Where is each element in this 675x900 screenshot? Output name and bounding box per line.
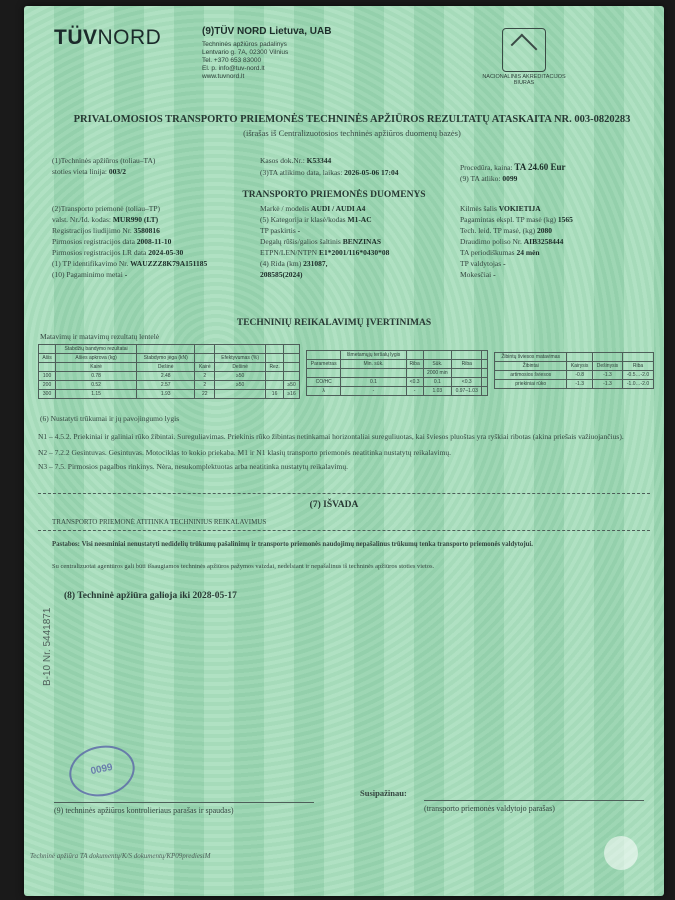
note-line-2: Su centralizuotai agentūros gali būti išsaugiamos techninės apžiūros pažymos vaizdai, nedelsiant ir nepašalinus iš techninės apžiūros stoties vietos.	[52, 563, 435, 570]
table-cell: Stabdymo jėga (kN)	[137, 354, 195, 363]
table-cell: Kairė	[56, 363, 137, 372]
table-cell: Rez.	[266, 363, 284, 372]
emissions-table	[306, 350, 488, 396]
table-cell: Riba	[452, 360, 482, 369]
table-cell: ≥50	[215, 381, 266, 390]
table-row	[307, 369, 488, 378]
inspector-signature-line	[54, 802, 314, 803]
table-row	[307, 351, 488, 360]
table-cell: artimosios šviesos	[495, 371, 567, 380]
table-cell	[284, 345, 300, 354]
divider	[38, 493, 650, 494]
note-block: Pastabos: Visi neesminiai nenustatyti nedidelių trūkumų pašalinimų ir transporto priemonės naudojimų nepašalinus trūkumų tenka transporto priemonės valdytojui.	[52, 541, 533, 548]
table-cell	[623, 353, 654, 362]
serial-number: B-10 Nr. 5441871	[42, 607, 53, 686]
table-cell: -0.5…-2.0	[623, 371, 654, 380]
defect-item: N3 – 7.5. Pirmosios pagalbos rinkinys. Nėra, nesukomplektuotas arba neatitinka nustatytų reikalavimų.	[38, 462, 348, 471]
vehicle-field: TP paskirtis -	[260, 226, 301, 235]
watermark-logo-icon	[604, 836, 638, 870]
table-cell: Stabdžių bandymo rezultatai	[56, 345, 137, 354]
defects-label: (6) Nustatyti trūkumai ir jų pavojingumo lygis	[40, 414, 180, 423]
defects-list	[38, 432, 650, 472]
footer-note: Techninė apžiūra TA dokumentų/K/S dokumentų/KP09prediesiM	[30, 852, 211, 860]
defect-item: N1 – 4.5.2. Priekiniai ir galiniai rūko žibintai. Sureguliavimas. Priekinis rūko žibintas netinkamai horizontaliai sureguliuotas, kai šviesos pluoštas yra ryškiai ribotas (akina priešais važiuojančius).	[38, 432, 624, 441]
table-cell	[284, 372, 300, 381]
table-cell: ≥50	[215, 372, 266, 381]
table-cell	[452, 351, 482, 360]
vehicle-field: (1) TP identifikavimo Nr. WAUZZZ8K79A151185	[52, 259, 208, 268]
table-cell	[482, 369, 488, 378]
table-row	[39, 363, 300, 372]
table-cell	[423, 351, 451, 360]
report-subtitle: (išrašas iš Centralizuotosios techninės apžiūros duomenų bazės)	[243, 128, 461, 138]
table-row	[39, 345, 300, 354]
table-cell: -1.3	[567, 380, 593, 389]
owner-signature-line	[424, 800, 644, 801]
table-cell	[592, 353, 622, 362]
table-cell: 2000 min	[423, 369, 451, 378]
table-cell: ≥50	[284, 381, 300, 390]
table-cell: Sūk.	[423, 360, 451, 369]
inspection-report-sheet	[24, 6, 664, 896]
table-cell: 16	[266, 390, 284, 399]
table-cell: 100	[39, 372, 56, 381]
inspector-signature-caption: (9) techninės apžiūros kontrolieriaus parašas ir spaudas)	[54, 806, 234, 815]
table-cell: 300	[39, 390, 56, 399]
vehicle-field: 208585(2024)	[260, 270, 303, 279]
vehicle-field: TP valdytojas -	[460, 259, 506, 268]
accreditation-icon	[502, 28, 546, 72]
table-cell: Efektyvumas (%)	[215, 354, 266, 363]
kasos-field: Kasos dok.Nr.: K53344	[260, 156, 332, 165]
table-cell: 1.03	[423, 387, 451, 396]
vehicle-middle-column	[260, 204, 460, 281]
tuv-nord-logo: TÜVNORD	[54, 26, 162, 49]
table-cell: ≥16	[284, 390, 300, 399]
familiarized-label: Susipažinau:	[360, 788, 407, 798]
table-cell: -1.0…-2.0	[623, 380, 654, 389]
table-row	[307, 360, 488, 369]
table-cell: Išmetamųjų teršalų lygis	[341, 351, 406, 360]
accreditation-badge: NACIONALINIS AKREDITACIJOS BIURAS	[479, 28, 569, 86]
table-cell	[266, 354, 284, 363]
table-cell: 1.15	[56, 390, 137, 399]
assessment-heading: TECHNINIŲ REIKALAVIMŲ ĮVERTINIMAS	[236, 318, 432, 328]
table-row	[39, 390, 300, 399]
vehicle-field: ETPN/LEN/NTPN E1*2001/116*0430*08	[260, 248, 390, 257]
table-cell	[39, 345, 56, 354]
table-cell: 0.52	[56, 381, 137, 390]
report-title: PRIVALOMOSIOS TRANSPORTO PRIEMONĖS TECHNINĖS APŽIŪROS REZULTATŲ ATASKAITA NR. 003-0820283	[73, 114, 631, 125]
table-cell: Ašies apkrova (kg)	[56, 354, 137, 363]
table-cell	[215, 390, 266, 399]
company-address: Techninės apžiūros padalinys Lentvario g. 7A, 02300 Vilnius Tel. +370 653 83000 El. p. info@tuv-nord.lt www.tuvnord.lt	[202, 41, 289, 80]
vehicle-field: Markė / modelis AUDI / AUDI A4	[260, 204, 366, 213]
table-row	[39, 381, 300, 390]
vehicle-right-column	[460, 204, 650, 281]
table-cell: Parametras	[307, 360, 341, 369]
table-row	[495, 380, 654, 389]
table-cell: 22	[195, 390, 215, 399]
vehicle-field: (10) Pagaminimo metai -	[52, 270, 128, 279]
vehicle-field: TA periodiškumas 24 mėn	[460, 248, 540, 257]
table-cell	[482, 387, 488, 396]
table-cell	[266, 372, 284, 381]
vehicle-field: Draudimo poliso Nr. AIB3258444	[460, 237, 564, 246]
headlight-table	[494, 352, 654, 389]
table-cell: <0.3	[452, 378, 482, 387]
table-cell	[406, 369, 423, 378]
vehicle-field: Kilmės šalis VOKIETIJA	[460, 204, 541, 213]
table-cell: 2.48	[137, 372, 195, 381]
vehicle-field: (4) Rida (km) 231087,	[260, 259, 328, 268]
vehicle-field: Mokesčiai -	[460, 270, 496, 279]
ta-line: (1)Techninės apžiūros (toliau–TA)	[52, 156, 156, 165]
table-cell: Žibintų šviesos matavimas	[495, 353, 567, 362]
conclusion-text: TRANSPORTO PRIEMONĖ ATITINKA TECHNINIUS REIKALAVIMUS	[52, 518, 267, 526]
table-cell: Min. sūk.	[341, 360, 406, 369]
brake-test-table	[38, 344, 300, 399]
table-cell	[482, 351, 488, 360]
table-cell: 0.78	[56, 372, 137, 381]
table-cell: Kairysis	[567, 362, 593, 371]
table-cell	[284, 354, 300, 363]
table-cell: -0.8	[567, 371, 593, 380]
table-cell: priekiniai rūko	[495, 380, 567, 389]
vehicle-field: Tech. leid. TP masė, (kg) 2080	[460, 226, 552, 235]
table-cell: -1.3	[592, 371, 622, 380]
vehicle-field: Registracijos liudijimo Nr. 3580816	[52, 226, 160, 235]
table-cell	[406, 351, 423, 360]
table-cell: Dešinysis	[592, 362, 622, 371]
table-cell: Dešinė	[137, 363, 195, 372]
inspector-field: (9) TA atliko: 0099	[460, 174, 518, 183]
vehicle-field: Pirmosios registracijos data 2008-11-10	[52, 237, 172, 246]
conclusion-heading: (7) IŠVADA	[309, 500, 359, 510]
divider	[38, 530, 650, 531]
table-cell: Riba	[406, 360, 423, 369]
owner-signature-caption: (transporto priemonės valdytojo parašas)	[424, 804, 555, 813]
table-cell	[341, 369, 406, 378]
table-row	[39, 354, 300, 363]
table-cell	[482, 378, 488, 387]
table-cell	[195, 345, 215, 354]
table-cell	[284, 363, 300, 372]
table-row	[307, 378, 488, 387]
table-cell	[215, 345, 266, 354]
vehicle-field: (2)Transporto priemonė (toliau–TP)	[52, 204, 161, 213]
table-cell: 0.97–1.03	[452, 387, 482, 396]
table-cell: 0.1	[423, 378, 451, 387]
vehicle-field: Pirmosios registracijos LR data 2024-05-30	[52, 248, 184, 257]
table-cell	[307, 369, 341, 378]
station-field: stoties vieta linija: 003/2	[52, 167, 126, 176]
vehicle-field: valst. Nr./Id. kodas: MUR990 (LT)	[52, 215, 159, 224]
table-cell: 2	[195, 381, 215, 390]
validity-date: (8) Techninė apžiūra galioja iki 2028-05-17	[64, 591, 237, 601]
inspector-stamp: 0099	[65, 740, 140, 803]
company-name: (9)TÜV NORD Lietuva, UAB	[202, 26, 332, 37]
vehicle-field: (5) Kategorija ir klasė/kodas M1-AC	[260, 215, 372, 224]
table-cell: 200	[39, 381, 56, 390]
table-cell: Riba	[623, 362, 654, 371]
vehicle-field: Degalų rūšis/galios šaltinis BENZINAS	[260, 237, 382, 246]
defect-item: N2 – 7.2.2 Gesintuvas. Gesintuvas. Motociklas to kokio priekaba. M1 ir N1 klasių transporto priemonės neatitinka nustatytų reikalavimų.	[38, 448, 452, 457]
table-row	[495, 353, 654, 362]
table-cell: Žibintai	[495, 362, 567, 371]
table-cell: λ	[307, 387, 341, 396]
table-cell: -	[406, 387, 423, 396]
table-cell	[452, 369, 482, 378]
table-cell: -1.3	[592, 380, 622, 389]
table-cell: CO/HC	[307, 378, 341, 387]
table-cell	[137, 345, 195, 354]
table-cell	[307, 351, 341, 360]
table-row	[495, 371, 654, 380]
table-cell: Dešinė	[215, 363, 266, 372]
table-cell	[39, 363, 56, 372]
vehicle-section-heading: TRANSPORTO PRIEMONĖS DUOMENYS	[242, 190, 426, 200]
table-cell: 1.93	[137, 390, 195, 399]
table-cell: -	[341, 387, 406, 396]
table-cell	[266, 381, 284, 390]
table-cell	[195, 354, 215, 363]
table-cell: 0.1	[341, 378, 406, 387]
table-cell	[266, 345, 284, 354]
table-cell: 2.57	[137, 381, 195, 390]
vehicle-left-column	[52, 204, 252, 281]
table-row	[495, 362, 654, 371]
measurements-label: Matavimų ir matavimų rezultatų lentelė	[40, 332, 160, 341]
price-field: Procedūra, kaina: TA 24.60 Eur	[460, 162, 566, 172]
table-cell: Kairė	[195, 363, 215, 372]
vehicle-field: Pagamintas ekspl. TP masė (kg) 1565	[460, 215, 573, 224]
start-field: (3)TA atlikimo data, laikas: 2026-05-06 17:04	[260, 168, 399, 177]
table-cell: Ašis	[39, 354, 56, 363]
table-row	[39, 372, 300, 381]
table-cell	[482, 360, 488, 369]
table-cell	[567, 353, 593, 362]
table-cell: 2	[195, 372, 215, 381]
table-row	[307, 387, 488, 396]
table-cell: <0.3	[406, 378, 423, 387]
